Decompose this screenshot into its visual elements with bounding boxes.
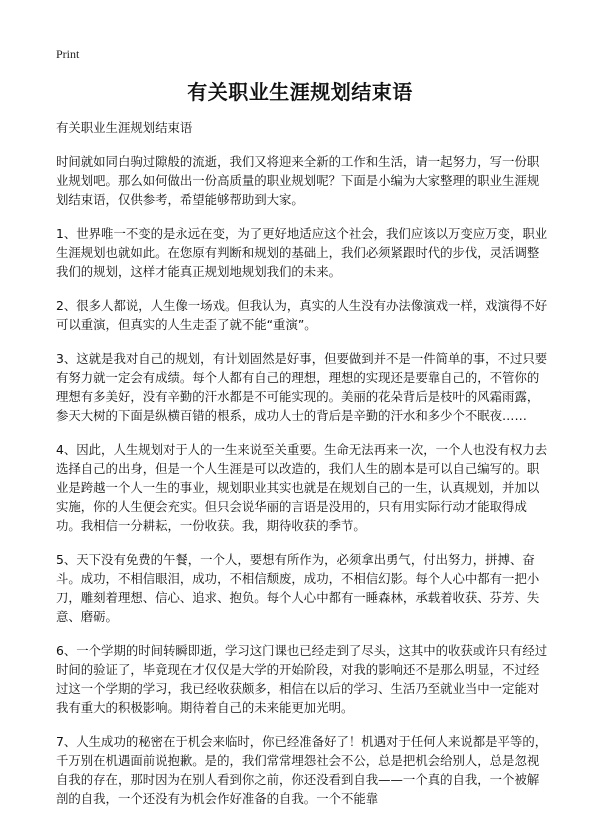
paragraph-4: 4、因此，人生规划对于人的一生来说至关重要。生命无法再来一次，一个人也没有权力去选择自己的出身，但是一个人生涯是可以改造的，我们人生的剧本是可以自己编写的。职业是跨越一个人一生的事业，规划职业其实也就是在规划自己的一生，认真规划，并加以实施，你的人生便会充实。但只会说华丽的言语是没用的，只有用实际行动才能取得成功。我相信一分耕耘，一份收获。我，期待收获的季节。 (56, 442, 548, 533)
paragraph-3: 3、这就是我对自己的规划，有计划固然是好事，但要做到并不是一件简单的事，不过只要有努力就一定会有成绩。每个人都有自己的理想，理想的实现还是要靠自己的，不管你的理想有多美好，没有辛勤的汗水都是不可能实现的。美丽的花朵背后是枝叶的风霜雨露，参天大树的下面是纵横百错的根系，成功人士的背后是辛勤的汗水和多少个不眠夜…… (56, 351, 548, 423)
paragraph-1: 1、世界唯一不变的是永远在变，为了更好地适应这个社会，我们应该以万变应万变，职业生涯规划也就如此。在您原有判断和规划的基础上，我们必须紧跟时代的步伐，灵活调整我们的规划，这样才能真正规划地规划我们的未来。 (56, 226, 548, 279)
print-link[interactable]: Print (56, 47, 80, 61)
paragraph-5: 5、天下没有免费的午餐，一个人，要想有所作为，必须拿出勇气，付出努力，拼搏、奋斗。成功，不相信眼泪，成功，不相信颓废，成功，不相信幻影。每个人心中都有一把小刀，雕刻着理想、信心、追求、抱负。每个人心中都有一睡森林，承载着收获、芬芳、失意、磨砺。 (56, 552, 540, 624)
paragraph-2: 2、很多人都说，人生像一场戏。但我认为，真实的人生没有办法像演戏一样，戏演得不好可以重演，但真实的人生走歪了就不能“重演”。 (56, 298, 548, 332)
document-subtitle: 有关职业生涯规划结束语 (56, 120, 193, 135)
paragraph-6: 6、一个学期的时间转瞬即逝，学习这门课也已经走到了尽头，这其中的收获或许只有经过时间的验证了，毕竟现在才仅仅是大学的开始阶段，对我的影响还不是那么明显，不过经过这一个学期的学习，我已经收获颇多，相信在以后的学习、生活乃至就业当中一定能对我有重大的积极影响。期待着自己的未来能更加光明。 (56, 643, 548, 715)
document-body (56, 118, 551, 823)
document-title: 有关职业生涯规划结束语 (187, 80, 413, 104)
paragraph-intro: 时间就如同白驹过隙般的流逝，我们又将迎来全新的工作和生活，请一起努力，写一份职业规划吧。那么如何做出一份高质量的职业规划呢？下面是小编为大家整理的职业生涯规划结束语，仅供参考，希望能够帮助到大家。 (56, 154, 540, 207)
paragraph-7: 7、人生成功的秘密在于机会来临时，你已经准备好了！机遇对于任何人来说都是平等的，千万别在机遇面前说抱歉。是的，我们常常埋怨社会不公，总是把机会给别人，总是忽视自我的存在，那时因为在别人看到你之前，你还没看到自我——一个真的自我，一个被解剖的自我，一个还没有为机会作好准备的自我。一个不能靠 (56, 734, 548, 806)
